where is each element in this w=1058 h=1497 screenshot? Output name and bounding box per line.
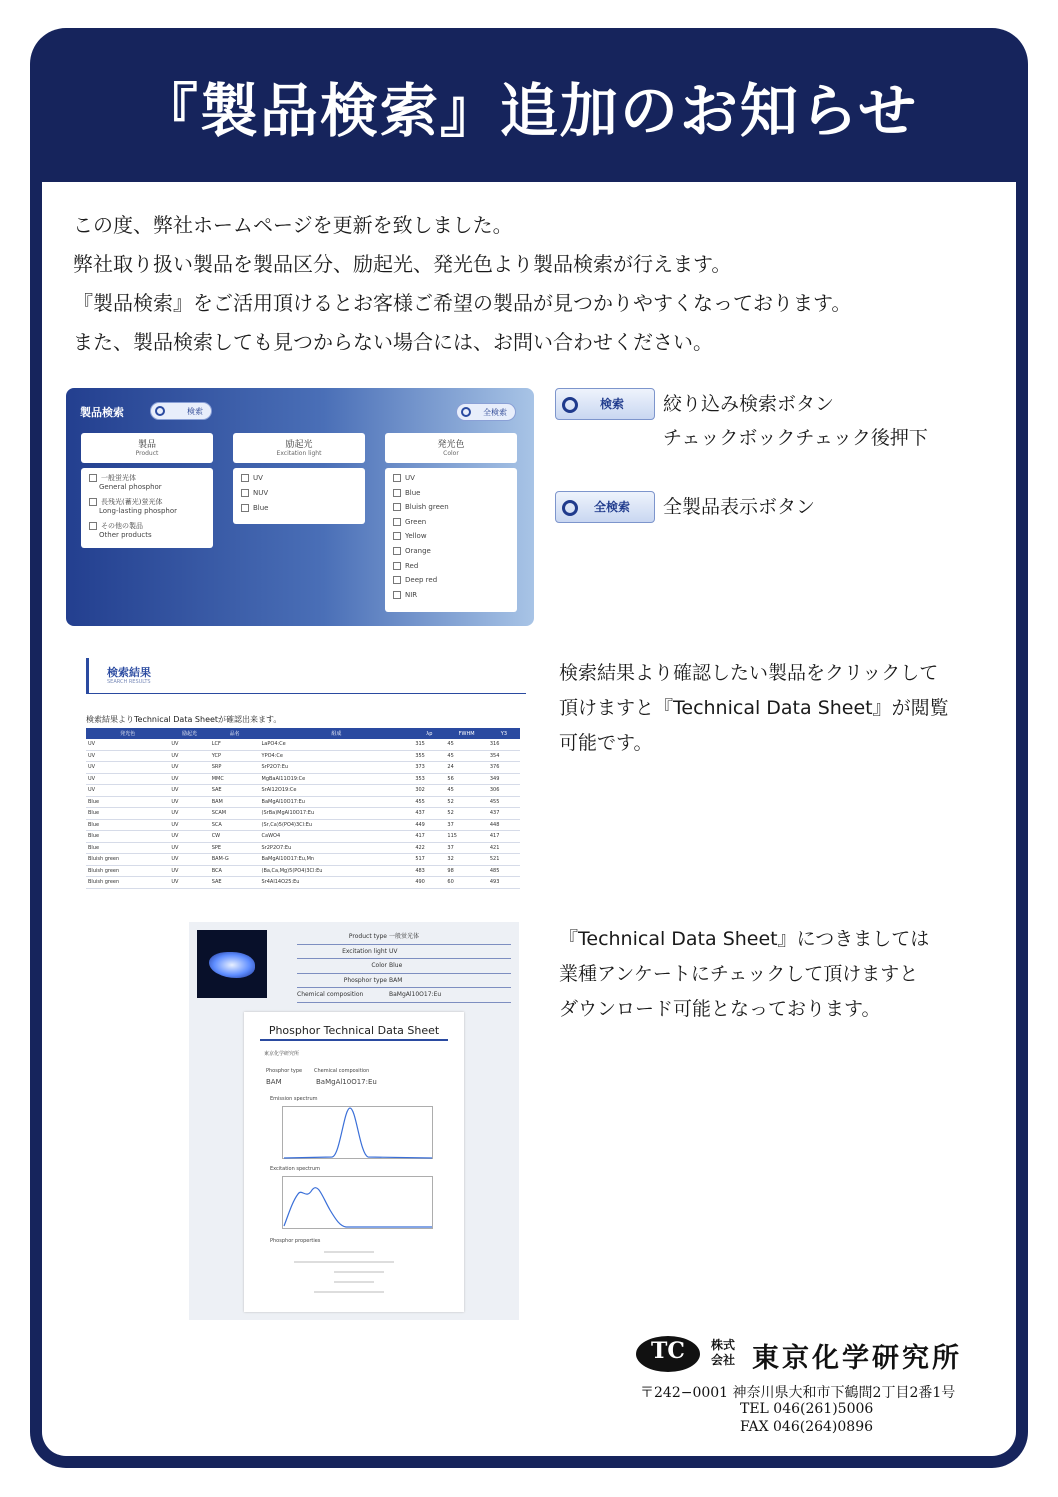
table-row[interactable] — [86, 831, 520, 843]
table-cell: 32 — [445, 854, 487, 866]
intro-line: また、製品検索しても見つからない場合には、お問い合わせください。 — [73, 330, 713, 354]
excitation-options — [233, 468, 365, 524]
table-row[interactable] — [86, 773, 520, 785]
option-color[interactable] — [393, 503, 509, 512]
legend-line: 絞り込み検索ボタン — [663, 393, 835, 415]
option-color[interactable] — [393, 576, 509, 585]
table-cell: Bluish green — [86, 854, 169, 866]
legend-all-desc: 全製品表示ボタン — [663, 496, 816, 518]
option-other[interactable] — [89, 522, 205, 540]
option-label: Blue — [253, 504, 269, 512]
table-cell: 421 — [488, 842, 520, 854]
checkbox[interactable] — [393, 518, 401, 526]
excitation-chart — [282, 1176, 434, 1232]
table-cell: UV — [169, 796, 209, 808]
table-row[interactable] — [86, 750, 520, 762]
table-cell: 45 — [445, 739, 487, 750]
table-cell: SAE — [210, 877, 260, 889]
checkbox[interactable] — [393, 576, 401, 584]
info-value: BaMgAl10O17:Eu — [389, 991, 442, 998]
text-line: 業種アンケートにチェックして頂けますと — [559, 963, 919, 985]
product-options — [81, 468, 213, 548]
company-name: 東京化学研究所 — [752, 1343, 962, 1374]
results-header — [86, 658, 526, 694]
company-logo — [636, 1336, 700, 1372]
option-label: その他の製品 — [101, 522, 143, 530]
table-cell: 45 — [445, 750, 487, 762]
option-color[interactable] — [393, 591, 509, 600]
checkbox[interactable] — [241, 474, 249, 482]
option-blue[interactable] — [241, 504, 357, 513]
table-header-cell: 品名 — [210, 728, 260, 739]
checkbox[interactable] — [393, 474, 401, 482]
table-row[interactable] — [86, 762, 520, 774]
sheet-excitation-label: Excitation spectrum — [270, 1166, 321, 1172]
table-cell: 448 — [488, 819, 520, 831]
table-cell: 60 — [445, 877, 487, 889]
table-row[interactable] — [86, 877, 520, 889]
search-button-label: 検索 — [187, 407, 203, 416]
intro-line: 弊社取り扱い製品を製品区分、励起光、発光色より製品検索が行えます。 — [73, 252, 732, 276]
table-cell: Bluish green — [86, 865, 169, 877]
table-cell: SCAM — [210, 808, 260, 820]
table-cell: CaWO4 — [260, 831, 414, 843]
table-cell: SRP — [210, 762, 260, 774]
table-cell: 37 — [445, 842, 487, 854]
table-cell: 115 — [445, 831, 487, 843]
column-head-sub: Excitation light — [276, 450, 322, 457]
option-color[interactable] — [393, 562, 509, 571]
table-cell: UV — [86, 739, 169, 750]
table-cell: 315 — [413, 739, 445, 750]
intro-text — [73, 206, 851, 362]
table-cell: SPE — [210, 842, 260, 854]
search-icon — [155, 406, 165, 416]
option-sub: General phosphor — [99, 483, 162, 491]
checkbox[interactable] — [393, 562, 401, 570]
info-value: UV — [389, 947, 398, 955]
checkbox[interactable] — [393, 547, 401, 555]
column-head-product — [81, 433, 213, 463]
table-cell: 302 — [413, 785, 445, 797]
properties-lines — [294, 1248, 414, 1298]
table-cell: 24 — [445, 762, 487, 774]
checkbox[interactable] — [393, 591, 401, 599]
checkbox[interactable] — [393, 489, 401, 497]
table-header-cell: 励起光 — [169, 728, 209, 739]
table-cell: BaMgAl10O17:Eu,Mn — [260, 854, 414, 866]
sheet-type-value: BAM — [266, 1078, 282, 1086]
table-cell: 354 — [488, 750, 520, 762]
table-cell: UV — [86, 762, 169, 774]
table-cell: 455 — [488, 796, 520, 808]
table-cell: UV — [169, 854, 209, 866]
info-row — [297, 959, 511, 974]
info-key: Chemical composition — [297, 991, 364, 998]
table-cell: SCA — [210, 819, 260, 831]
text-line: 『Technical Data Sheet』につきましては — [559, 928, 930, 950]
info-value: BAM — [389, 976, 403, 984]
panel-title: 製品検索 — [80, 406, 124, 419]
option-label: UV — [405, 474, 415, 482]
table-cell: UV — [169, 831, 209, 843]
legend-search-label: 検索 — [599, 397, 624, 411]
info-row — [297, 988, 511, 1003]
table-cell: 493 — [488, 877, 520, 889]
table-cell: UV — [169, 865, 209, 877]
option-sub: Other products — [99, 531, 152, 539]
table-cell: 52 — [445, 808, 487, 820]
all-search-button[interactable] — [456, 403, 516, 421]
table-cell: SAE — [210, 785, 260, 797]
table-cell: SrAl12O19:Ce — [260, 785, 414, 797]
column-head-sub: Color — [443, 450, 459, 457]
table-cell: 437 — [488, 808, 520, 820]
table-cell: 37 — [445, 819, 487, 831]
option-label: NIR — [405, 590, 418, 599]
option-nuv[interactable] — [241, 489, 357, 498]
table-cell: UV — [86, 785, 169, 797]
option-color[interactable] — [393, 489, 509, 498]
table-cell: Blue — [86, 842, 169, 854]
table-cell: Blue — [86, 819, 169, 831]
table-cell: 45 — [445, 785, 487, 797]
company-tel: TEL 046(261)5006 — [740, 1401, 874, 1417]
search-icon — [461, 407, 471, 417]
table-cell: 56 — [445, 773, 487, 785]
checkbox[interactable] — [89, 498, 97, 506]
table-cell: (Sr,Ca)5(PO4)3Cl:Eu — [260, 819, 414, 831]
option-label: NUV — [253, 489, 269, 497]
option-color[interactable] — [393, 547, 509, 556]
checkbox[interactable] — [393, 503, 401, 511]
table-cell: UV — [169, 739, 209, 750]
legend-all-label: 全検索 — [593, 500, 630, 514]
table-row[interactable] — [86, 865, 520, 877]
table-cell: 483 — [413, 865, 445, 877]
sheet-comp-label: Chemical composition — [314, 1068, 370, 1074]
results-subtitle: SEARCH RESULTS — [107, 679, 151, 685]
info-row — [297, 974, 511, 989]
sheet-company: 東京化学研究所 — [264, 1051, 300, 1057]
table-cell: MMC — [210, 773, 260, 785]
table-cell: 449 — [413, 819, 445, 831]
search-button[interactable] — [150, 402, 212, 420]
table-cell: UV — [169, 785, 209, 797]
company-kind — [711, 1338, 735, 1368]
info-key: Excitation light — [342, 947, 387, 955]
text-line: 頂けますと『Technical Data Sheet』が閲覧 — [559, 697, 949, 719]
table-cell: 485 — [488, 865, 520, 877]
table-header-cell: FWHM — [445, 728, 487, 739]
table-header-cell: Y3 — [488, 728, 520, 739]
sheet-comp-value: BaMgAl10O17:Eu — [316, 1078, 377, 1086]
checkbox[interactable] — [393, 532, 401, 540]
all-search-button-label: 全検索 — [483, 408, 507, 417]
text-line: ダウンロード可能となっております。 — [559, 998, 881, 1020]
table-cell: UV — [86, 750, 169, 762]
table-cell: YPO4:Ce — [260, 750, 414, 762]
checkbox[interactable] — [241, 489, 249, 497]
logo-text: TC — [651, 1338, 685, 1364]
table-cell: Sr2P2O7:Eu — [260, 842, 414, 854]
text-line: 検索結果より確認したい製品をクリックして — [559, 662, 939, 684]
table-row[interactable] — [86, 842, 520, 854]
legend-line: チェックボックチェック後押下 — [663, 427, 928, 449]
table-cell: UV — [169, 773, 209, 785]
table-cell: 52 — [445, 796, 487, 808]
option-color[interactable] — [393, 532, 509, 541]
table-cell: 376 — [488, 762, 520, 774]
option-uv[interactable] — [241, 474, 357, 483]
column-head-label: 製品 — [137, 440, 156, 450]
table-cell: UV — [169, 842, 209, 854]
table-cell: 98 — [445, 865, 487, 877]
table-cell: (SrBa)MgAl10O17:Eu — [260, 808, 414, 820]
column-head-sub: Product — [135, 450, 159, 457]
option-sub: Long-lasting phosphor — [99, 507, 177, 515]
table-cell: Bluish green — [86, 877, 169, 889]
option-label: 一般蛍光体 — [101, 474, 136, 482]
data-sheet — [244, 1012, 464, 1312]
table-cell: MgBaAl11O19:Ce — [260, 773, 414, 785]
table-row[interactable] — [86, 854, 520, 866]
table-cell: BCA — [210, 865, 260, 877]
color-options — [385, 468, 517, 612]
table-cell: 437 — [413, 808, 445, 820]
table-cell: CW — [210, 831, 260, 843]
option-label: Deep red — [405, 576, 438, 585]
table-cell: BaMgAl10O17:Eu — [260, 796, 414, 808]
table-cell: 355 — [413, 750, 445, 762]
option-color[interactable] — [393, 474, 509, 483]
legend-search-button[interactable] — [555, 388, 655, 420]
search-icon — [562, 500, 578, 516]
option-label: 長残光(蓄光)蛍光体 — [101, 498, 163, 506]
checkbox[interactable] — [241, 504, 249, 512]
phosphor-photo — [197, 930, 267, 998]
tds-info — [297, 930, 511, 1003]
table-cell: SrP2O7:Eu — [260, 762, 414, 774]
table-cell: 455 — [413, 796, 445, 808]
info-key: Color — [371, 962, 387, 969]
table-cell: 422 — [413, 842, 445, 854]
text-line: 可能です。 — [559, 732, 653, 754]
search-icon — [562, 397, 578, 413]
company-address: 〒242−0001 神奈川県大和市下鶴間2丁目2番1号 — [640, 1385, 956, 1401]
table-cell: Blue — [86, 831, 169, 843]
table-cell: LaPO4:Ce — [260, 739, 414, 750]
table-cell: UV — [169, 750, 209, 762]
results-note: 検索結果よりTechnical Data Sheetが確認出来ます。 — [86, 715, 282, 724]
results-title: 検索結果 — [107, 666, 151, 679]
legend-all-button[interactable] — [555, 491, 655, 523]
table-row[interactable] — [86, 739, 520, 750]
info-key: Product type — [348, 933, 387, 940]
column-head-label: 励起光 — [285, 440, 313, 450]
option-label: Blue — [405, 488, 421, 497]
search-panel — [66, 388, 534, 626]
table-row[interactable] — [86, 808, 520, 820]
sheet-properties-label: Phosphor properties — [270, 1238, 321, 1244]
table-cell: BAM — [210, 796, 260, 808]
option-general[interactable] — [89, 474, 205, 492]
table-row[interactable] — [86, 785, 520, 797]
info-value: 一般蛍光体 — [389, 933, 420, 940]
info-value: Blue — [389, 962, 403, 969]
table-cell: Blue — [86, 796, 169, 808]
option-label: Yellow — [405, 532, 427, 541]
page-title: 『製品検索』追加のお知らせ — [139, 77, 919, 145]
info-key: Phosphor type — [343, 976, 387, 984]
company-kind-line: 株式 — [711, 1338, 736, 1352]
sheet-title: Phosphor Technical Data Sheet — [260, 1024, 448, 1041]
table-cell: YCP — [210, 750, 260, 762]
table-cell: LCF — [210, 739, 260, 750]
table-row[interactable] — [86, 796, 520, 808]
option-color[interactable] — [393, 518, 509, 527]
table-cell: 306 — [488, 785, 520, 797]
table-header-cell: 組成 — [260, 728, 414, 739]
info-row — [297, 945, 511, 960]
column-head-excitation — [233, 433, 365, 463]
company-fax: FAX 046(264)0896 — [740, 1419, 874, 1435]
table-cell: UV — [169, 819, 209, 831]
tds-description — [559, 922, 929, 1027]
checkbox[interactable] — [89, 522, 97, 530]
results-table — [86, 728, 520, 889]
table-cell: Sr4Al14O25:Eu — [260, 877, 414, 889]
sheet-emission-label: Emission spectrum — [270, 1096, 318, 1102]
table-cell: 417 — [413, 831, 445, 843]
table-header-cell: 発光色 — [86, 728, 169, 739]
table-cell: UV — [86, 773, 169, 785]
table-cell: BAM-G — [210, 854, 260, 866]
table-cell: Blue — [86, 808, 169, 820]
intro-line: この度、弊社ホームページを更新を致しました。 — [73, 213, 513, 237]
intro-line: 『製品検索』をご活用頂けるとお客様ご希望の製品が見つかりやすくなっております。 — [73, 291, 852, 315]
option-label: Orange — [405, 546, 431, 555]
table-cell: 517 — [413, 854, 445, 866]
table-row[interactable] — [86, 819, 520, 831]
company-kind-line: 会社 — [711, 1353, 736, 1367]
option-long-lasting[interactable] — [89, 498, 205, 516]
option-label: Bluish green — [405, 503, 449, 512]
info-row — [297, 930, 511, 945]
table-header-cell: λp — [413, 728, 445, 739]
column-head-label: 発光色 — [437, 440, 465, 450]
sheet-type-label: Phosphor type — [266, 1068, 303, 1074]
legend-search-desc — [663, 387, 928, 455]
option-label: UV — [253, 474, 263, 482]
tds-preview — [189, 922, 519, 1320]
table-cell: 521 — [488, 854, 520, 866]
table-cell: 417 — [488, 831, 520, 843]
results-description — [559, 656, 949, 761]
table-cell: 490 — [413, 877, 445, 889]
table-cell: 349 — [488, 773, 520, 785]
results-preview — [86, 658, 526, 892]
table-cell: 353 — [413, 773, 445, 785]
emission-chart — [282, 1106, 434, 1162]
option-label: Red — [405, 561, 419, 570]
table-cell: UV — [169, 877, 209, 889]
table-cell: (Ba,Ca,Mg)5(PO4)3Cl:Eu — [260, 865, 414, 877]
table-cell: UV — [169, 808, 209, 820]
column-head-color — [385, 433, 517, 463]
option-label: Green — [405, 517, 427, 526]
table-cell: UV — [169, 762, 209, 774]
checkbox[interactable] — [89, 474, 97, 482]
table-cell: 316 — [488, 739, 520, 750]
table-cell: 373 — [413, 762, 445, 774]
